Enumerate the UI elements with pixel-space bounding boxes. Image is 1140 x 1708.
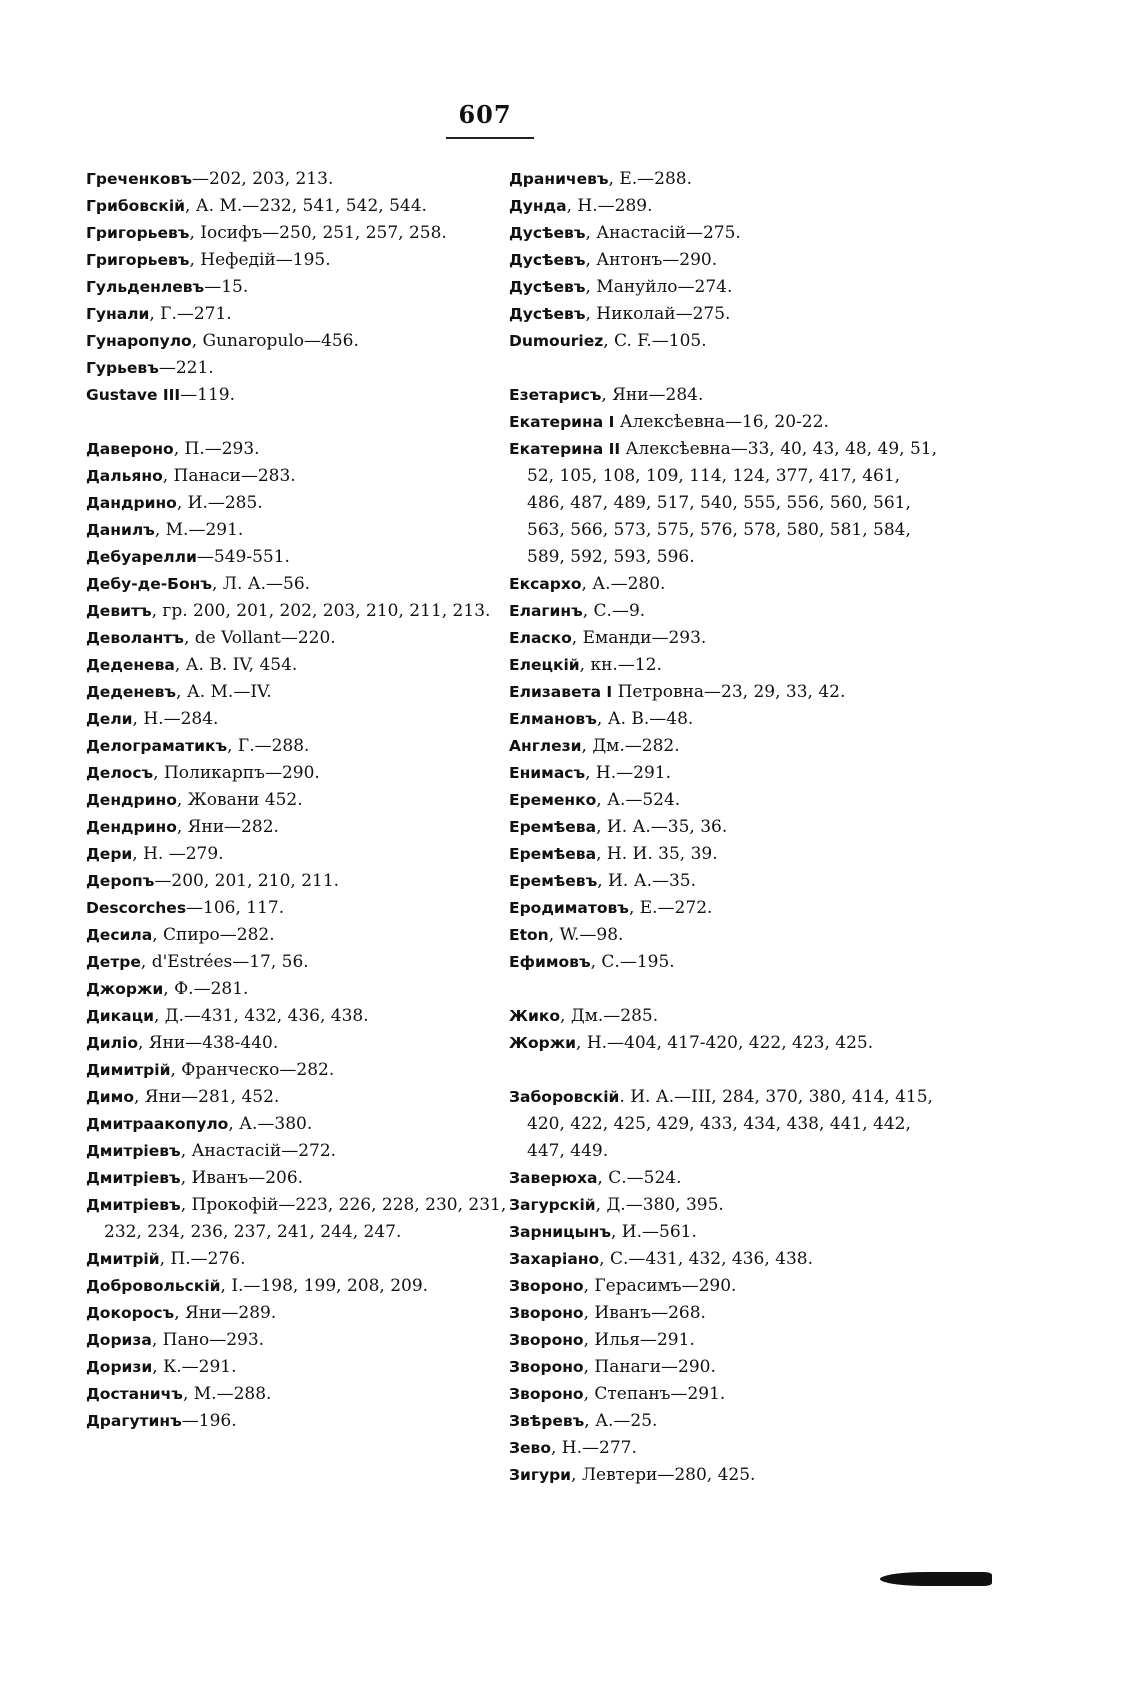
index-entry [86,733,536,760]
entry-headword: Еремѣевъ [509,872,598,890]
entry-headword: Звороно [509,1277,584,1295]
entry-references: , Д.—431, 432, 436, 438. [154,1006,369,1026]
entry-references: , І.—198, 199, 208, 209. [220,1276,429,1296]
index-entry [509,247,939,274]
index-entry [509,760,939,787]
entry-headword: Деденевъ [86,683,177,701]
entry-references: , И.—285. [176,493,263,513]
index-entry [86,517,536,544]
entry-headword: Дориза [86,1331,152,1349]
index-entry [509,1462,939,1489]
entry-references: , Н.—277. [550,1438,637,1458]
entry-references: , Анастасій—275. [585,223,741,243]
entry-headword: Гульденлевъ [86,278,205,296]
entry-references: , Дм.—282. [581,736,680,756]
index-entry [86,706,536,733]
entry-references: , Н.—404, 417-420, 422, 423, 425. [576,1033,874,1053]
entry-references: , Панаси—283. [162,466,296,486]
entry-references: , Н. И. 35, 39. [596,844,718,864]
index-entry [86,895,536,922]
section-gap [86,409,536,436]
entry-headword: Дмитраакопуло [86,1115,229,1133]
entry-references: , П.—293. [173,439,260,459]
entry-references: , Поликарпъ—290. [153,763,320,783]
entry-references: , Н.—284. [132,709,219,729]
entry-references: , Н. —279. [132,844,224,864]
entry-headword: Деволантъ [86,629,184,647]
entry-references: , Яни—289. [174,1303,277,1323]
entry-references: , Франческо—282. [170,1060,335,1080]
index-entry [509,922,939,949]
entry-references: , de Vollant—220. [183,628,336,648]
index-entry [86,1300,536,1327]
entry-references: —221. [158,358,214,378]
index-entry [86,1138,536,1165]
entry-references: , d'Estrées—17, 56. [140,952,309,972]
entry-references: , Иванъ—206. [180,1168,304,1188]
entry-headword: Енимасъ [509,764,586,782]
entry-headword: Гунали [86,305,150,323]
entry-references: —202, 203, 213. [191,169,334,189]
entry-headword: Девитъ [86,602,152,620]
entry-headword: Зево [509,1439,551,1457]
index-entry [509,328,939,355]
entry-references: —15. [204,277,249,297]
entry-references: , И. А.—35. [597,871,697,891]
entry-headword: Дебу-де-Бонъ [86,575,212,593]
entry-headword: Дебуарелли [86,548,197,566]
entry-headword: Делограматикъ [86,737,228,755]
entry-references: —196. [181,1411,237,1431]
entry-references: , Николай—275. [585,304,731,324]
entry-headword: Достаничъ [86,1385,183,1403]
entry-references: , И.—561. [611,1222,697,1242]
entry-references: , Яни—281, 452. [133,1087,280,1107]
entry-references: , М.—288. [182,1384,272,1404]
entry-references: , Г.—271. [149,304,232,324]
entry-references: , А.—280. [581,574,666,594]
index-entry [86,274,536,301]
entry-headword: Дандрино [86,494,177,512]
entry-headword: Заборовскій [509,1088,620,1106]
entry-headword: Драничевъ [509,170,609,188]
index-entry [86,1246,536,1273]
index-entry [509,1192,939,1219]
entry-headword: Звороно [509,1304,584,1322]
entry-references: , Пано—293. [151,1330,265,1350]
entry-references: , Н.—291. [585,763,672,783]
index-entry [509,409,939,436]
section-gap [509,976,939,1003]
entry-headword: Димо [86,1088,134,1106]
entry-references: , С.—431, 432, 436, 438. [599,1249,813,1269]
entry-references: . И. А.—III, 284, 370, 380, 414, 415, 420, 422, 425, 429, 433, 434, 438, 441, 442, 447, 449. [527,1087,933,1161]
index-entry [86,922,536,949]
entry-headword: Елагинъ [509,602,583,620]
index-entry [86,544,536,571]
entry-headword: Зарницынъ [509,1223,611,1241]
entry-references: , C. F.—105. [603,331,707,351]
index-entry [86,193,536,220]
entry-references: , Еманди—293. [571,628,707,648]
entry-headword: Еласко [509,629,572,647]
entry-references: , Н.—289. [566,196,653,216]
entry-references: , А. М.—232, 541, 542, 544. [185,196,427,216]
index-entry [509,1273,939,1300]
entry-headword: Дели [86,710,133,728]
entry-references: , А. В. IV, 454. [174,655,298,675]
page-number: 607 [458,100,512,129]
index-entry [86,787,536,814]
entry-headword: Дендрино [86,818,177,836]
entry-headword: Екатерина I [509,413,615,431]
index-entry [509,841,939,868]
entry-references: , К.—291. [152,1357,237,1377]
entry-references: —200, 201, 210, 211. [154,871,340,891]
entry-headword: Данилъ [86,521,155,539]
entry-references: Алексѣевна—33, 40, 43, 48, 49, 51, 52, 105, 108, 109, 114, 124, 377, 417, 461, 486, 487, 489, 517, 540, 555, 556, 560, 561, 563, 566, 573, 575, 576, 578, 580, 581, 584, 589, 592, 593, 596. [527,439,937,567]
entry-headword: Дмитріевъ [86,1169,181,1187]
entry-references: —549-551. [196,547,290,567]
entry-references: , Е.—272. [628,898,713,918]
entry-headword: Захаріано [509,1250,600,1268]
index-column-left [86,166,536,1435]
entry-headword: Дунда [509,197,567,215]
index-column-right [509,166,939,1489]
index-entry [509,274,939,301]
index-entry [86,1192,536,1246]
entry-headword: Докоросъ [86,1304,175,1322]
index-entry [509,166,939,193]
entry-references: , гр. 200, 201, 202, 203, 210, 211, 213. [151,601,491,621]
index-entry [86,652,536,679]
entry-headword: Загурскій [509,1196,596,1214]
entry-headword: Жико [509,1007,561,1025]
entry-references: —119. [180,385,236,405]
index-entry [509,949,939,976]
entry-references: , Д.—380, 395. [595,1195,724,1215]
index-entry [86,220,536,247]
entry-references: , кн.—12. [579,655,662,675]
entry-headword: Еременко [509,791,597,809]
index-entry [509,1246,939,1273]
entry-references: , Ф.—281. [163,979,249,999]
index-entry [86,1273,536,1300]
section-gap [509,1057,939,1084]
entry-references: , Gunaropulo—456. [191,331,359,351]
index-entry [86,868,536,895]
entry-headword: Елмановъ [509,710,597,728]
index-entry [86,841,536,868]
entry-headword: Григорьевъ [86,251,190,269]
index-entry [509,571,939,598]
entry-references: , Е.—288. [608,169,693,189]
index-entry [86,463,536,490]
entry-headword: Гунаропуло [86,332,192,350]
index-entry [509,220,939,247]
index-entry [86,301,536,328]
entry-references: , И. А.—35, 36. [596,817,728,837]
entry-headword: Жоржи [509,1034,577,1052]
entry-headword: Дусѣевъ [509,305,586,323]
entry-headword: Дусѣевъ [509,278,586,296]
entry-references: , А.—25. [584,1411,658,1431]
entry-references: , П.—276. [159,1249,246,1269]
index-entry [86,247,536,274]
entry-headword: Дальяно [86,467,163,485]
index-entry [86,1111,536,1138]
index-entry [86,328,536,355]
entry-references: , Илья—291. [583,1330,695,1350]
index-entry [86,679,536,706]
index-entry [509,1165,939,1192]
entry-references: , W.—98. [548,925,624,945]
entry-headword: Еродиматовъ [509,899,629,917]
index-entry [86,355,536,382]
index-entry [86,382,536,409]
entry-headword: Десила [86,926,153,944]
entry-references: , Яни—282. [176,817,279,837]
entry-headword: Грибовскій [86,197,185,215]
entry-references: , Иванъ—268. [583,1303,706,1323]
entry-headword: Деропъ [86,872,155,890]
entry-references: , Яни—284. [601,385,704,405]
entry-headword: Ефимовъ [509,953,591,971]
index-entry [509,436,939,571]
index-entry [509,814,939,841]
entry-references: , Степанъ—291. [583,1384,726,1404]
index-entry [509,787,939,814]
entry-headword: Диліо [86,1034,138,1052]
index-entry [509,1084,939,1165]
index-entry [509,301,939,328]
entry-headword: Елецкій [509,656,580,674]
index-entry [509,733,939,760]
index-entry [86,1003,536,1030]
entry-headword: Звороно [509,1385,584,1403]
entry-headword: Ексархо [509,575,582,593]
entry-headword: Заверюха [509,1169,598,1187]
entry-headword: Dumouriez [509,332,604,350]
entry-references: , Іосифъ—250, 251, 257, 258. [189,223,447,243]
entry-headword: Драгутинъ [86,1412,182,1430]
entry-headword: Доризи [86,1358,153,1376]
entry-headword: Еремѣева [509,818,597,836]
entry-headword: Дмитріевъ [86,1142,181,1160]
entry-headword: Gustave III [86,386,181,404]
index-entry [86,571,536,598]
index-entry [86,814,536,841]
entry-headword: Детре [86,953,141,971]
entry-references: , Прокофій—223, 226, 228, 230, 231, 232, 234, 236, 237, 241, 244, 247. [104,1195,507,1242]
index-entry [86,1381,536,1408]
index-entry [86,1084,536,1111]
index-entry [86,1408,536,1435]
index-entry [86,490,536,517]
index-entry [509,382,939,409]
entry-headword: Дмитріевъ [86,1196,181,1214]
index-entry [86,1057,536,1084]
entry-references: , Панаги—290. [583,1357,716,1377]
index-entry [86,1165,536,1192]
index-entry [509,1003,939,1030]
entry-headword: Добровольскій [86,1277,221,1295]
entry-headword: Звороно [509,1331,584,1349]
index-entry [86,949,536,976]
entry-headword: Езетарисъ [509,386,602,404]
entry-headword: Зигури [509,1466,572,1484]
index-entry [509,1435,939,1462]
index-entry [86,598,536,625]
entry-headword: Дмитрій [86,1250,160,1268]
index-entry [86,625,536,652]
index-entry [509,868,939,895]
entry-references: , С.—524. [597,1168,682,1188]
index-entry [509,1381,939,1408]
entry-headword: Дусѣевъ [509,251,586,269]
entry-headword: Давероно [86,440,174,458]
entry-references: , Л. А.—56. [211,574,311,594]
entry-headword: Димитрій [86,1061,171,1079]
index-entry [86,1327,536,1354]
entry-headword: Descorches [86,899,187,917]
index-entry [509,193,939,220]
entry-headword: Деденева [86,656,175,674]
entry-references: , Нефедій—195. [189,250,331,270]
index-entry [509,625,939,652]
entry-headword: Екатерина II [509,440,621,458]
entry-headword: Англези [509,737,582,755]
index-entry [509,1030,939,1057]
entry-headword: Дикаци [86,1007,154,1025]
index-entry [509,598,939,625]
entry-references: , Анастасій—272. [180,1141,337,1161]
entry-references: Петровна—23, 29, 33, 42. [612,682,846,702]
entry-headword: Дусѣевъ [509,224,586,242]
index-entry [509,1408,939,1435]
index-entry [86,1030,536,1057]
entry-headword: Еремѣева [509,845,597,863]
index-entry [509,895,939,922]
entry-headword: Eton [509,926,549,944]
entry-references: , С.—9. [582,601,646,621]
entry-headword: Елизавета I [509,683,613,701]
entry-references: , Антонъ—290. [585,250,718,270]
entry-references: , А. М.—IV. [176,682,272,702]
entry-references: , С.—195. [590,952,675,972]
entry-references: , Яни—438-440. [137,1033,279,1053]
entry-references: , Левтери—280, 425. [571,1465,756,1485]
entry-references: Алексѣевна—16, 20-22. [614,412,829,432]
index-entry [86,976,536,1003]
index-entry [86,760,536,787]
entry-references: , Г.—288. [227,736,310,756]
entry-references: , А.—380. [228,1114,313,1134]
index-entry [86,1354,536,1381]
entry-headword: Греченковъ [86,170,192,188]
index-entry [86,166,536,193]
entry-headword: Дери [86,845,133,863]
entry-references: , Герасимъ—290. [583,1276,737,1296]
entry-references: , А. В.—48. [596,709,694,729]
entry-references: , Дм.—285. [560,1006,659,1026]
index-entry [86,436,536,463]
index-entry [509,706,939,733]
end-ornament [880,1572,992,1586]
index-entry [509,1354,939,1381]
entry-headword: Звѣревъ [509,1412,585,1430]
entry-references: , Спиро—282. [152,925,275,945]
page-number-rule [446,137,534,139]
entry-references: , А.—524. [596,790,681,810]
entry-headword: Звороно [509,1358,584,1376]
entry-headword: Гурьевъ [86,359,159,377]
entry-references: , М.—291. [154,520,244,540]
entry-references: , Мануйло—274. [585,277,733,297]
entry-headword: Дендрино [86,791,177,809]
index-entry [509,1219,939,1246]
index-entry [509,1327,939,1354]
section-gap [509,355,939,382]
entry-headword: Григорьевъ [86,224,190,242]
index-entry [509,1300,939,1327]
entry-headword: Джоржи [86,980,164,998]
index-entry [509,679,939,706]
entry-references: —106, 117. [186,898,285,918]
entry-references: , Жовани 452. [176,790,303,810]
entry-headword: Делосъ [86,764,154,782]
index-entry [509,652,939,679]
